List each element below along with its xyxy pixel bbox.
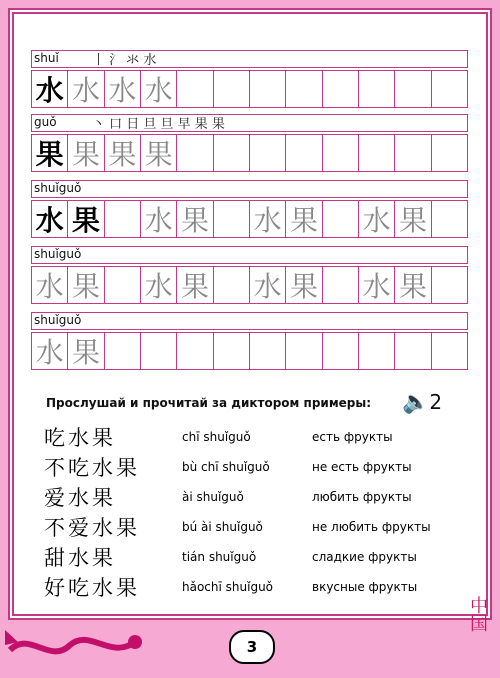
pinyin-header (31, 50, 468, 68)
writing-cell[interactable]: 水 (141, 201, 177, 237)
writing-cell[interactable]: 果 (68, 267, 104, 303)
writing-grid (31, 332, 468, 370)
writing-cell[interactable] (214, 71, 250, 107)
dragon-icon (0, 620, 150, 670)
example-translation: сладкие фрукты (312, 550, 417, 564)
listen-prompt: Прослушай и прочитай за диктором примеры: (46, 396, 372, 410)
example-translation: не есть фрукты (312, 460, 412, 474)
stroke-order: 丨 ⺡ 氺 水 (92, 53, 157, 68)
writing-cell[interactable]: 果 (395, 201, 431, 237)
writing-cell[interactable] (177, 71, 213, 107)
example-hanzi: 爱水果 (44, 486, 116, 510)
writing-cell[interactable]: 水 (105, 71, 141, 107)
writing-cell[interactable]: 果 (32, 135, 68, 171)
example-translation: вкусные фрукты (312, 580, 418, 594)
writing-cell[interactable]: 果 (105, 135, 141, 171)
writing-cell[interactable]: 水 (32, 201, 68, 237)
writing-grid (31, 70, 468, 108)
pinyin-label: shuǐguǒ (34, 181, 82, 195)
pinyin-label: shuǐ (34, 51, 59, 65)
writing-cell[interactable] (432, 333, 467, 369)
writing-cell[interactable] (141, 333, 177, 369)
writing-cell[interactable] (395, 333, 431, 369)
pinyin-label: guǒ (34, 115, 57, 129)
writing-grid (31, 134, 468, 172)
writing-cell[interactable]: 果 (68, 201, 104, 237)
example-translation: есть фрукты (312, 430, 393, 444)
writing-cell[interactable] (105, 267, 141, 303)
writing-cell[interactable]: 水 (359, 201, 395, 237)
writing-cell[interactable]: 水 (359, 267, 395, 303)
writing-cell[interactable]: 水 (250, 201, 286, 237)
writing-cell[interactable] (359, 71, 395, 107)
writing-cell[interactable] (250, 135, 286, 171)
writing-cell[interactable] (395, 71, 431, 107)
writing-cell[interactable]: 果 (395, 267, 431, 303)
writing-cell[interactable]: 果 (177, 201, 213, 237)
example-pinyin: hǎochī shuǐguǒ (182, 580, 274, 594)
example-hanzi: 不吃水果 (44, 456, 140, 480)
writing-cell[interactable]: 水 (250, 267, 286, 303)
pinyin-header (31, 312, 468, 330)
writing-cell[interactable]: 水 (32, 71, 68, 107)
writing-cell[interactable]: 果 (68, 333, 104, 369)
example-hanzi: 甜水果 (44, 546, 116, 570)
writing-cell[interactable]: 果 (286, 201, 322, 237)
writing-cell[interactable] (177, 333, 213, 369)
pinyin-label: shuǐguǒ (34, 313, 82, 327)
writing-cell[interactable]: 水 (141, 267, 177, 303)
writing-cell[interactable] (323, 267, 359, 303)
writing-cell[interactable] (214, 267, 250, 303)
china-corner-text: 中国 (467, 596, 488, 632)
writing-grid (31, 266, 468, 304)
writing-cell[interactable] (214, 201, 250, 237)
speaker-icon[interactable]: 🔈2 (402, 390, 443, 415)
writing-cell[interactable] (286, 333, 322, 369)
pinyin-label: shuǐguǒ (34, 247, 82, 261)
example-pinyin: chī shuǐguǒ (182, 430, 251, 444)
writing-cell[interactable] (323, 201, 359, 237)
writing-cell[interactable]: 果 (68, 135, 104, 171)
writing-cell[interactable] (395, 135, 431, 171)
writing-cell[interactable]: 水 (32, 267, 68, 303)
pinyin-header (31, 114, 468, 132)
writing-cell[interactable] (432, 267, 467, 303)
stroke-order: 丶 口 日 旦 旦 早 果 果 (92, 117, 225, 132)
writing-cell[interactable] (432, 71, 467, 107)
writing-cell[interactable] (323, 135, 359, 171)
example-translation: любить фрукты (312, 490, 412, 504)
writing-cell[interactable] (286, 135, 322, 171)
audio-track-number: 2 (429, 390, 443, 414)
writing-cell[interactable]: 果 (286, 267, 322, 303)
example-hanzi: 不爱水果 (44, 516, 140, 540)
writing-cell[interactable]: 水 (68, 71, 104, 107)
example-pinyin: bú ài shuǐguǒ (182, 520, 263, 534)
writing-cell[interactable] (286, 71, 322, 107)
writing-cell[interactable] (323, 333, 359, 369)
writing-cell[interactable] (323, 71, 359, 107)
writing-cell[interactable]: 果 (177, 267, 213, 303)
writing-cell[interactable] (214, 135, 250, 171)
writing-cell[interactable]: 水 (141, 71, 177, 107)
writing-cell[interactable] (177, 135, 213, 171)
page-number: 3 (229, 630, 275, 664)
writing-cell[interactable]: 果 (141, 135, 177, 171)
writing-cell[interactable] (359, 135, 395, 171)
writing-cell[interactable] (432, 135, 467, 171)
pinyin-header (31, 246, 468, 264)
example-hanzi: 吃水果 (44, 426, 116, 450)
writing-cell[interactable] (250, 71, 286, 107)
example-pinyin: bù chī shuǐguǒ (182, 460, 270, 474)
writing-cell[interactable] (359, 333, 395, 369)
example-pinyin: ài shuǐguǒ (182, 490, 244, 504)
example-pinyin: tián shuǐguǒ (182, 550, 257, 564)
writing-cell[interactable] (105, 333, 141, 369)
writing-cell[interactable]: 水 (32, 333, 68, 369)
writing-cell[interactable] (432, 201, 467, 237)
example-translation: не любить фрукты (312, 520, 431, 534)
writing-grid (31, 200, 468, 238)
pinyin-header (31, 180, 468, 198)
writing-cell[interactable] (105, 201, 141, 237)
writing-cell[interactable] (250, 333, 286, 369)
example-hanzi: 好吃水果 (44, 576, 140, 600)
writing-cell[interactable] (214, 333, 250, 369)
